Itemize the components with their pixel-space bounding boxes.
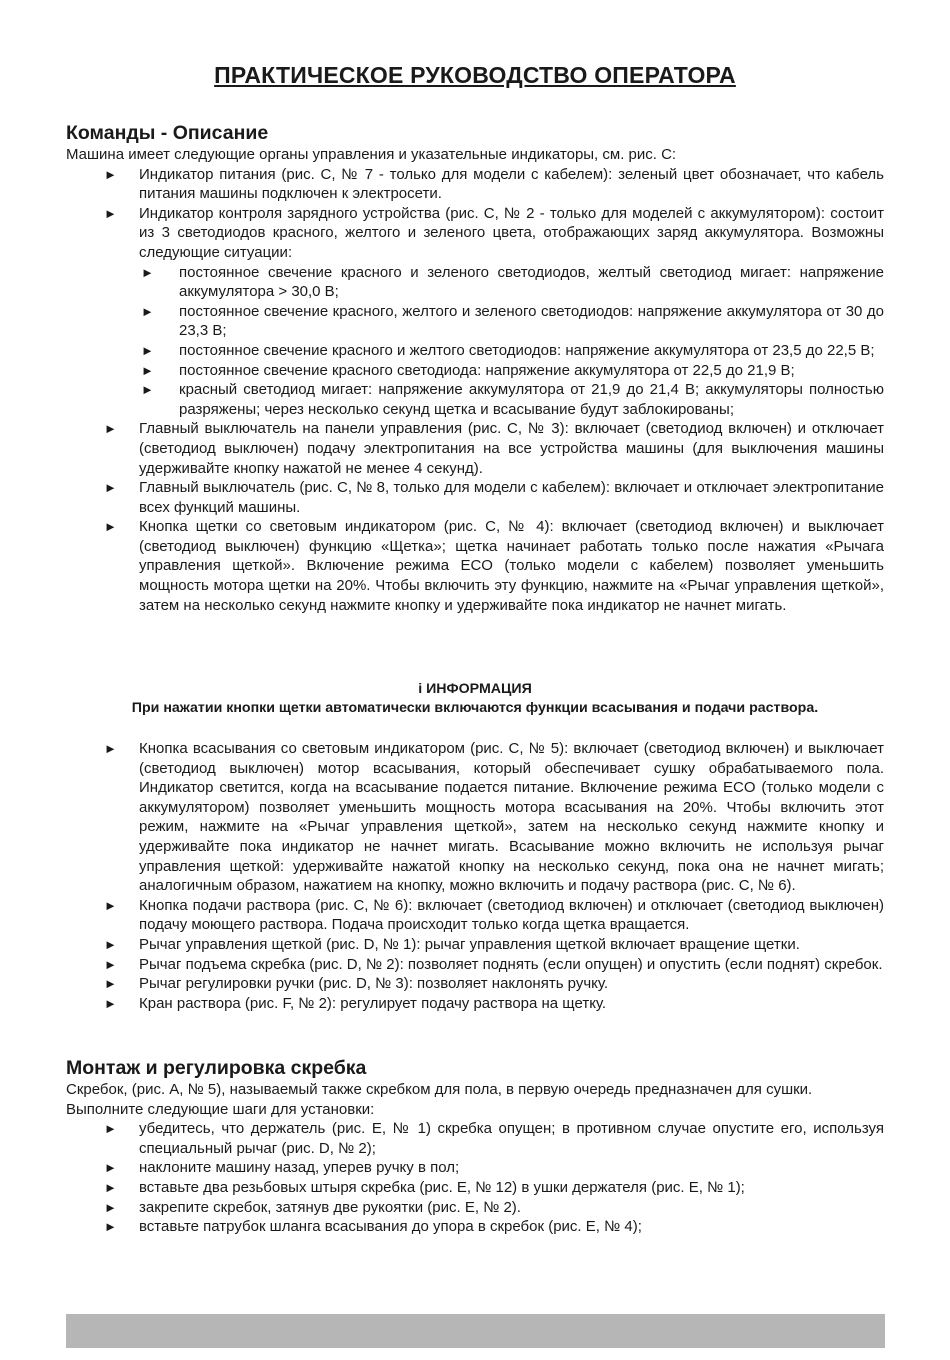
page-title: ПРАКТИЧЕСКОЕ РУКОВОДСТВО ОПЕРАТОРА — [214, 62, 736, 88]
section-heading-squeegee: Монтаж и регулировка скребка — [66, 1057, 367, 1079]
list-item: ► Главный выключатель (рис. С, № 8, только для модели с кабелем): включает и отключает электропитание всех функций машины. — [66, 478, 884, 517]
list-item: ► Рычаг подъема скребка (рис. D, № 2): позволяет поднять (если опущен) и опустить (если поднят) скребок. — [66, 955, 884, 975]
list-item: ► Кнопка подачи раствора (рис. С, № 6): включает (светодиод включен) и отключает (светодиод выключен) подачу моющего раствора. Подача происходит только когда щетка вращается. — [66, 896, 884, 935]
section-intro: Машина имеет следующие органы управления и указательные индикаторы, см. рис. С: — [66, 146, 677, 163]
list-item: ► закрепите скребок, затянув две рукоятки (рис. Е, № 2). — [66, 1198, 884, 1218]
list-item: ► Кран раствора (рис. F, № 2): регулирует подачу раствора на щетку. — [66, 994, 884, 1014]
section-intro: Скребок, (рис. А, № 5), называемый также скребком для пола, в первую очередь предназначен для сушки. Выполните следующие шаги для установки: — [66, 1081, 813, 1118]
sub-list-item: ► постоянное свечение красного светодиода: напряжение аккумулятора от 22,5 до 21,9 В; — [139, 361, 884, 381]
info-note — [66, 680, 884, 718]
list-item: ► Рычаг управления щеткой (рис. D, № 1): рычаг управления щеткой включает вращение щетки. — [66, 935, 884, 955]
section-heading-commands: Команды - Описание — [66, 122, 269, 144]
list-item: ► Рычаг регулировки ручки (рис. D, № 3): позволяет наклонять ручку. — [66, 974, 884, 994]
info-text: При нажатии кнопки щетки автоматически включаются функции всасывания и подачи раствора. — [131, 700, 819, 716]
sub-list — [139, 263, 884, 420]
commands-section — [66, 121, 884, 615]
list-item: ► вставьте два резьбовых штыря скребка (рис. Е, № 12) в ушки держателя (рис. Е, № 1); — [66, 1178, 884, 1198]
list-item: ► Кнопка всасывания со световым индикатором (рис. С, № 5): включает (светодиод включен) и выключает (светодиод выключен) мотор всасывания, который обеспечивает сушку обрабатываемого пола. Индикатор светится, когда на всасывание подается питание. Включение режима ECO (только модели с аккумулятором) позволяет уменьшить мощность мотора всасывания на 20%. Чтобы включить этот режим, нажмите на «Рычаг управления щеткой», затем на несколько секунд нажмите кнопку и удерживайте пока индикатор не начнет мигать. Всасывание можно включить не используя рычаг управления щеткой: удерживайте нажатой кнопку на несколько секунд, пока она не начнет мигать; аналогичным образом, нажатием на кнопку, можно включить и подачу раствора (рис. С, № 6). — [66, 739, 884, 896]
list-item: ► Индикатор питания (рис. С, № 7 - только для модели с кабелем): зеленый цвет обозначает, что кабель питания машины подключен к электросети. — [66, 165, 884, 204]
list-item: ► Кнопка щетки со световым индикатором (рис. С, № 4): включает (светодиод включен) и выключает (светодиод выключен) функцию «Щетка»; щетка начинает работать только после нажатия «Рычага управления щеткой». Включение режима ECO (только модели с кабелем) позволяет уменьшить мощность мотора щетки на 20%. Чтобы включить эту функцию, нажмите на «Рычаг управления щеткой», затем на несколько секунд нажмите кнопку и удерживайте пока индикатор не начнет мигать. — [66, 517, 884, 615]
footer-bar — [66, 1314, 885, 1348]
controls-list-continued — [66, 739, 884, 1013]
list-item — [66, 204, 884, 420]
sub-list-item: ► постоянное свечение красного, желтого и зеленого светодиодов: напряжение аккумулятора от 30 до 23,3 В; — [139, 302, 884, 341]
list-item: ► наклоните машину назад, уперев ручку в пол; — [66, 1158, 884, 1178]
commands-section-continued — [66, 739, 884, 1013]
list-item: ► вставьте патрубок шланга всасывания до упора в скребок (рис. Е, № 4); — [66, 1217, 884, 1237]
list-item-text: Индикатор контроля зарядного устройства (рис. С, № 2 - только для моделей с аккумулятором): состоит из 3 светодиодов красного, желтого и зеленого цвета, отображающих заряд аккумулятора. Возможны следующие ситуации: — [139, 204, 884, 261]
controls-list — [66, 165, 884, 616]
steps-list — [66, 1119, 884, 1237]
sub-list-item: ► постоянное свечение красного и желтого светодиодов: напряжение аккумулятора от 23,5 до 22,5 В; — [139, 341, 884, 361]
info-heading: i ИНФОРМАЦИЯ — [418, 681, 532, 697]
list-item: ► убедитесь, что держатель (рис. Е, № 1) скребка опущен; в противном случае опустите его, используя специальный рычаг (рис. D, № 2); — [66, 1119, 884, 1158]
sub-list-item: ► красный светодиод мигает: напряжение аккумулятора от 21,9 до 21,4 В; аккумуляторы полностью разряжены; через несколько секунд щетка и всасывание будут заблокированы; — [139, 380, 884, 419]
sub-list-item: ► постоянное свечение красного и зеленого светодиодов, желтый светодиод мигает: напряжение аккумулятора > 30,0 В; — [139, 263, 884, 302]
list-item: ► Главный выключатель на панели управления (рис. С, № 3): включает (светодиод включен) и отключает (светодиод выключен) подачу электропитания на все устройства машины (для выключения машины удерживайте кнопку нажатой не менее 4 секунд). — [66, 419, 884, 478]
squeegee-section — [66, 1056, 884, 1237]
